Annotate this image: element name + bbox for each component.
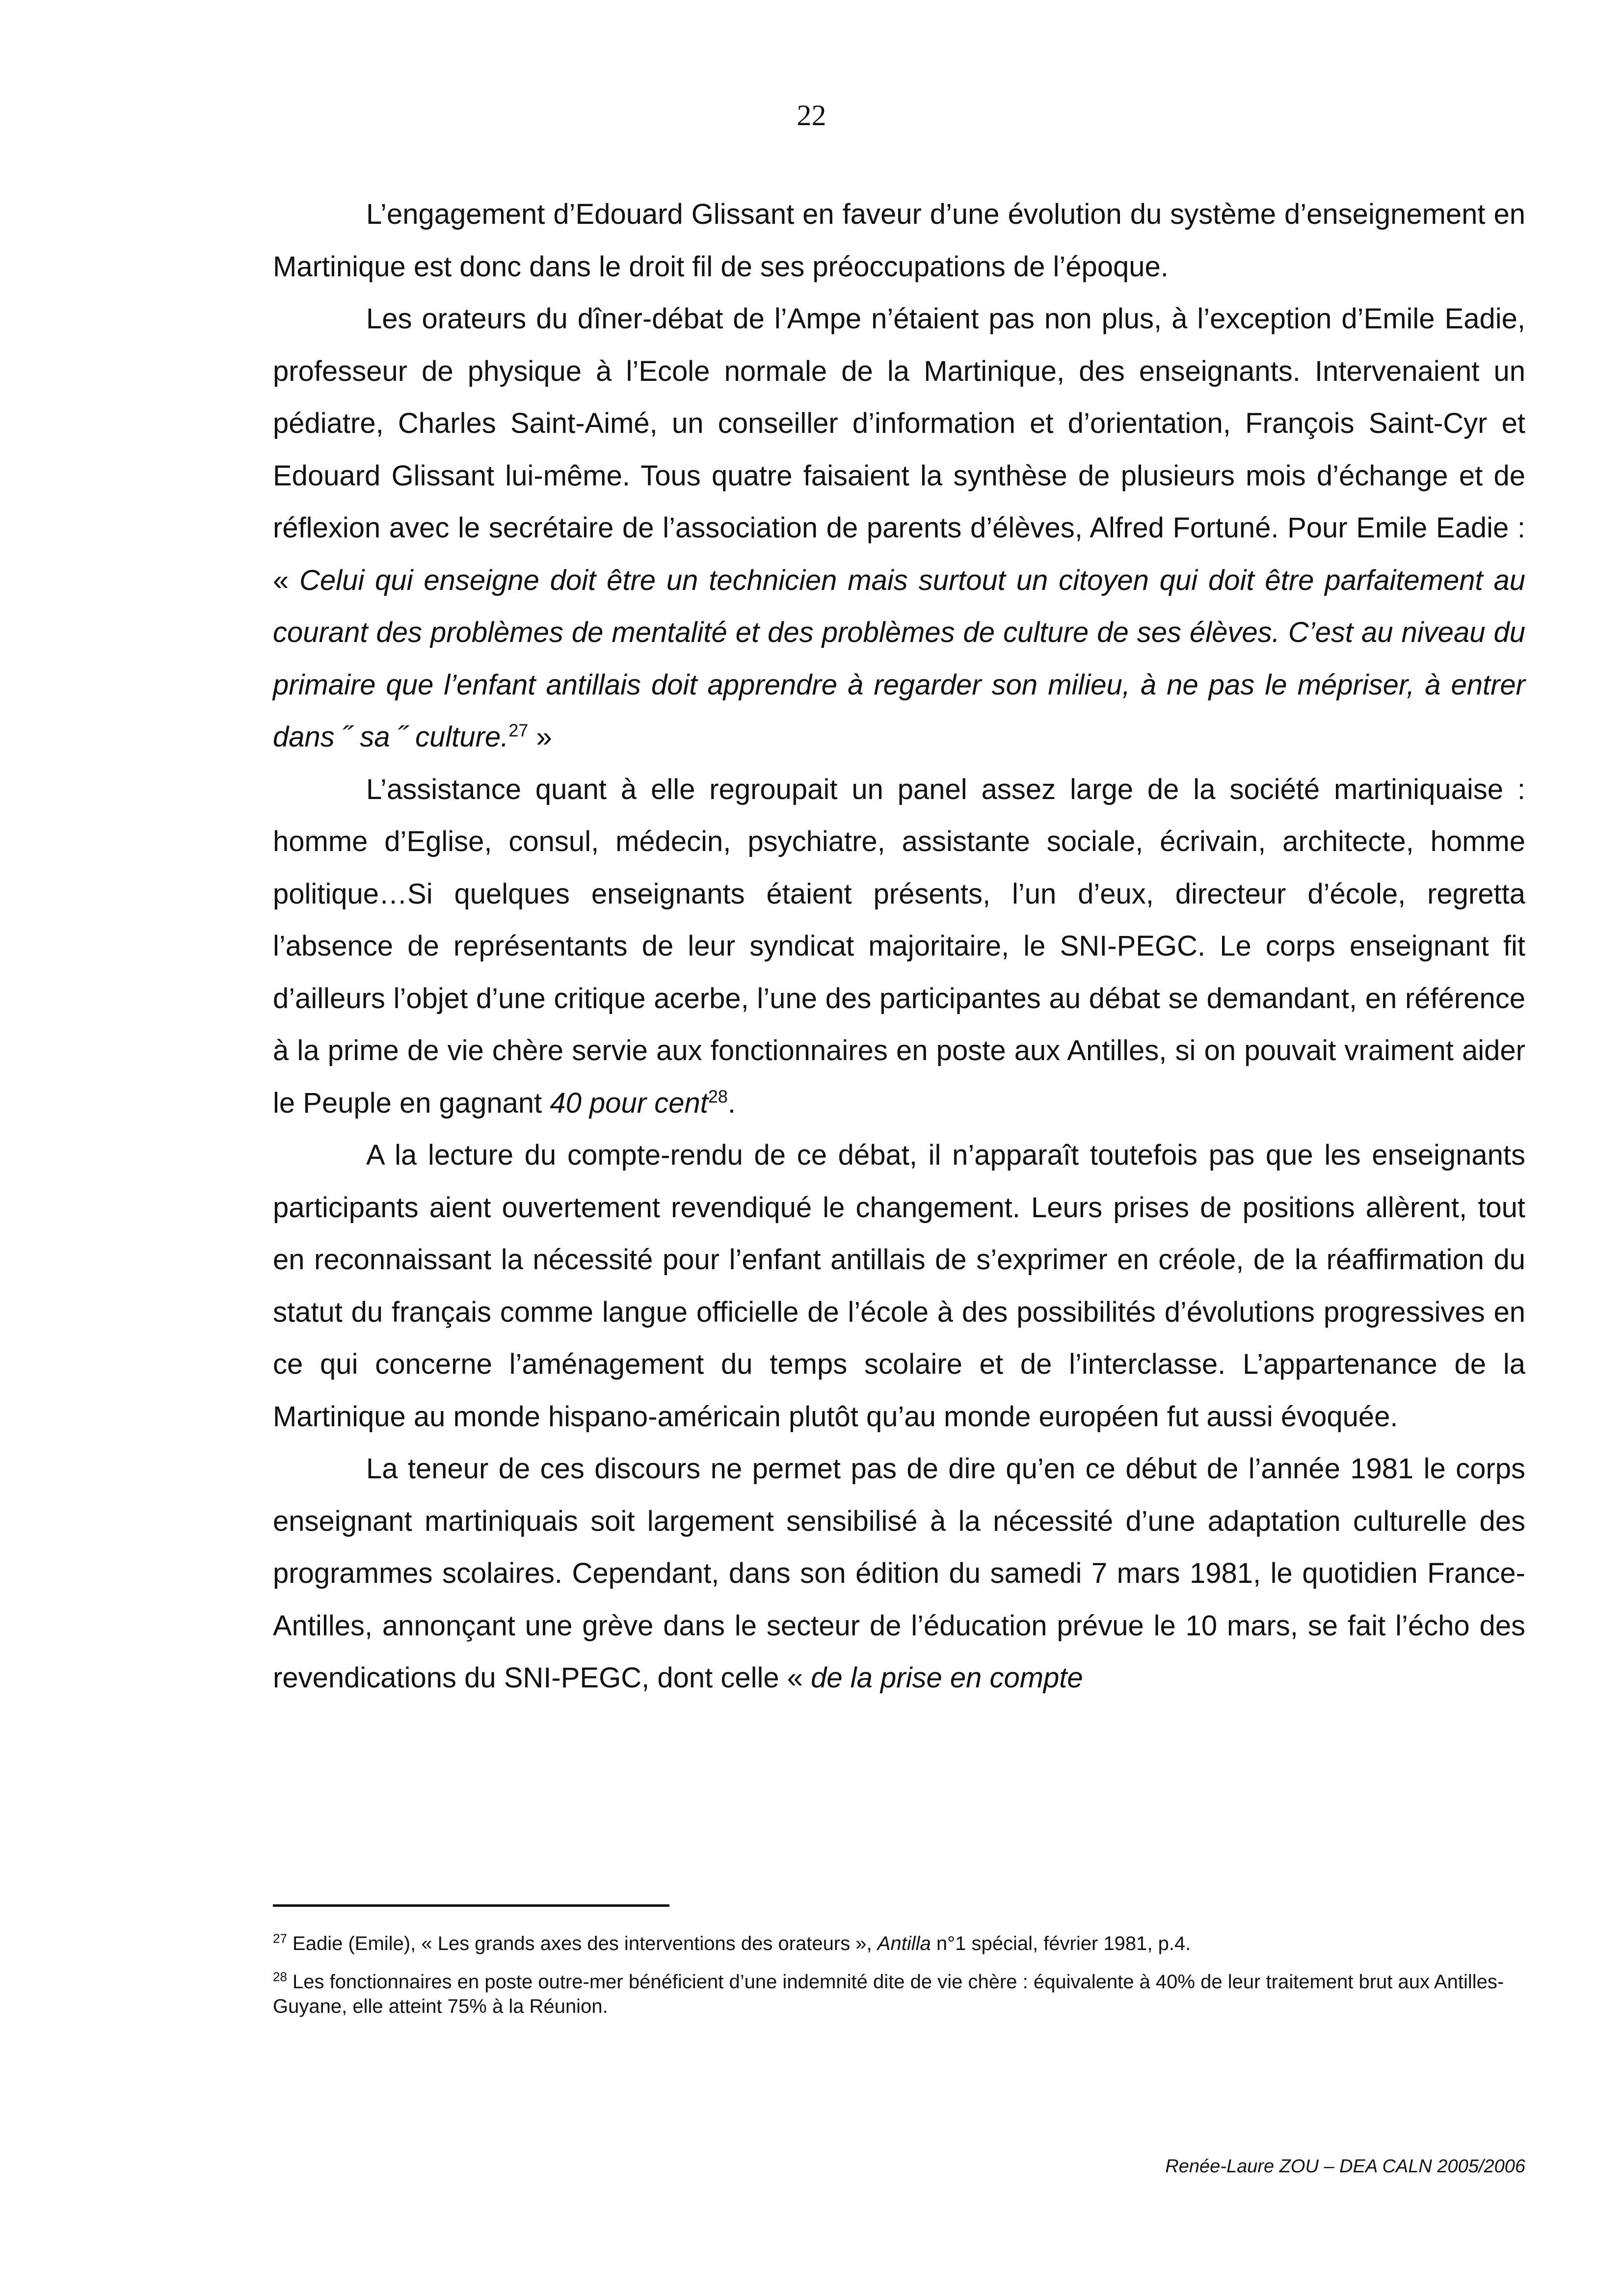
paragraph-3-end: . [727,1087,736,1119]
paragraph-2 [273,293,1525,764]
footnote-separator [273,1904,669,1907]
footnote-27-italic: Antilla [877,1933,931,1954]
footnote-27 [273,1931,1525,1956]
footnote-ref-28[interactable]: 28 [708,1086,728,1107]
footnote-28 [273,1970,1525,2019]
page-number: 22 [797,99,826,132]
paragraph-2-end: » [528,721,552,753]
footnote-27-number: 27 [273,1931,287,1946]
paragraph-1 [273,188,1525,293]
paragraph-3-text: L’assistance quant à elle regroupait un panel assez large de la société martiniquaise : homme d’Eglise, consul, médecin, psychiatre, assistante sociale, écrivain, architecte, homme politique…Si quelques enseignants étaient présents, l’un d’eux, directeur d’école, regretta l’absence de représentants de leur syndicat majoritaire, le SNI-PEGC. Le corps enseignant fit d’ailleurs l’objet d’une critique acerbe, l’une des participantes au débat se demandant, en référence à la prime de vie chère servie aux fonctionnaires en poste aux Antilles, si on pouvait vraiment aider le Peuple en gagnant [273,773,1525,1119]
paragraph-5-italic: de la prise en compte [811,1662,1083,1694]
footnotes [273,1931,1525,2032]
paragraph-4-text: A la lecture du compte-rendu de ce débat, il n’apparaît toutefois pas que les enseignants participants aient ouvertement revendiqué le changement. Leurs prises de positions allèrent, tout en reconnaissant la nécessité pour l’enfant antillais de s’exprimer en créole, de la réaffirmation du statut du français comme langue officielle de l’école à des possibilités d’évolutions progressives en ce qui concerne l’aménagement du temps scolaire et de l’interclasse. L’appartenance de la Martinique au monde hispano-américain plutôt qu’au monde européen fut aussi évoquée. [273,1139,1525,1433]
page-footer: Renée-Laure ZOU – DEA CALN 2005/2006 [1165,2156,1525,2177]
paragraph-3 [273,764,1525,1130]
footnote-27-text-end: n°1 spécial, février 1981, p.4. [931,1933,1191,1954]
footnote-28-text: Les fonctionnaires en poste outre-mer bénéficient d’une indemnité dite de vie chère : équivalente à 40% de leur traitement brut aux Antilles-Guyane, elle atteint 75% à la Réunion. [273,1971,1504,2017]
paragraph-5-text: La teneur de ces discours ne permet pas de dire qu’en ce début de l’année 1981 le corps enseignant martiniquais soit largement sensibilisé à la nécessité d’une adaptation culturelle des programmes scolaires. Cependant, dans son édition du samedi 7 mars 1981, le quotidien France-Antilles, annonçant une grève dans le secteur de l’éducation prévue le 10 mars, se fait l’écho des revendications du SNI-PEGC, dont celle « [273,1453,1525,1694]
footnote-28-number: 28 [273,1969,287,1984]
footnote-27-text: Eadie (Emile), « Les grands axes des interventions des orateurs », [287,1933,878,1954]
paragraph-3-italic: 40 pour cent [550,1087,708,1119]
paragraph-4 [273,1129,1525,1443]
paragraph-5 [273,1443,1525,1705]
paragraph-2-quote: Celui qui enseigne doit être un technicien mais surtout un citoyen qui doit être parfaitement au courant des problèmes de mentalité et des problèmes de culture de ses élèves. C’est au niveau du primaire que l’enfant antillais doit apprendre à regarder son milieu, à ne pas le mépriser, à entrer dans ˝ sa ˝ culture. [273,564,1525,753]
body-text [273,188,1525,1705]
paragraph-1-text: L’engagement d’Edouard Glissant en faveur d’une évolution du système d’enseignement en Martinique est donc dans le droit fil de ses préoccupations de l’époque. [273,198,1525,283]
paragraph-2-text: Les orateurs du dîner-débat de l’Ampe n’étaient pas non plus, à l’exception d’Emile Eadie, professeur de physique à l’Ecole normale de la Martinique, des enseignants. Intervenaient un pédiatre, Charles Saint-Aimé, un conseiller d’information et d’orientation, François Saint-Cyr et Edouard Glissant lui-même. Tous quatre faisaient la synthèse de plusieurs mois d’échange et de réflexion avec le secrétaire de l’association de parents d’élèves, Alfred Fortuné. Pour Emile Eadie : « [273,303,1525,596]
footnote-ref-27[interactable]: 27 [508,720,529,741]
